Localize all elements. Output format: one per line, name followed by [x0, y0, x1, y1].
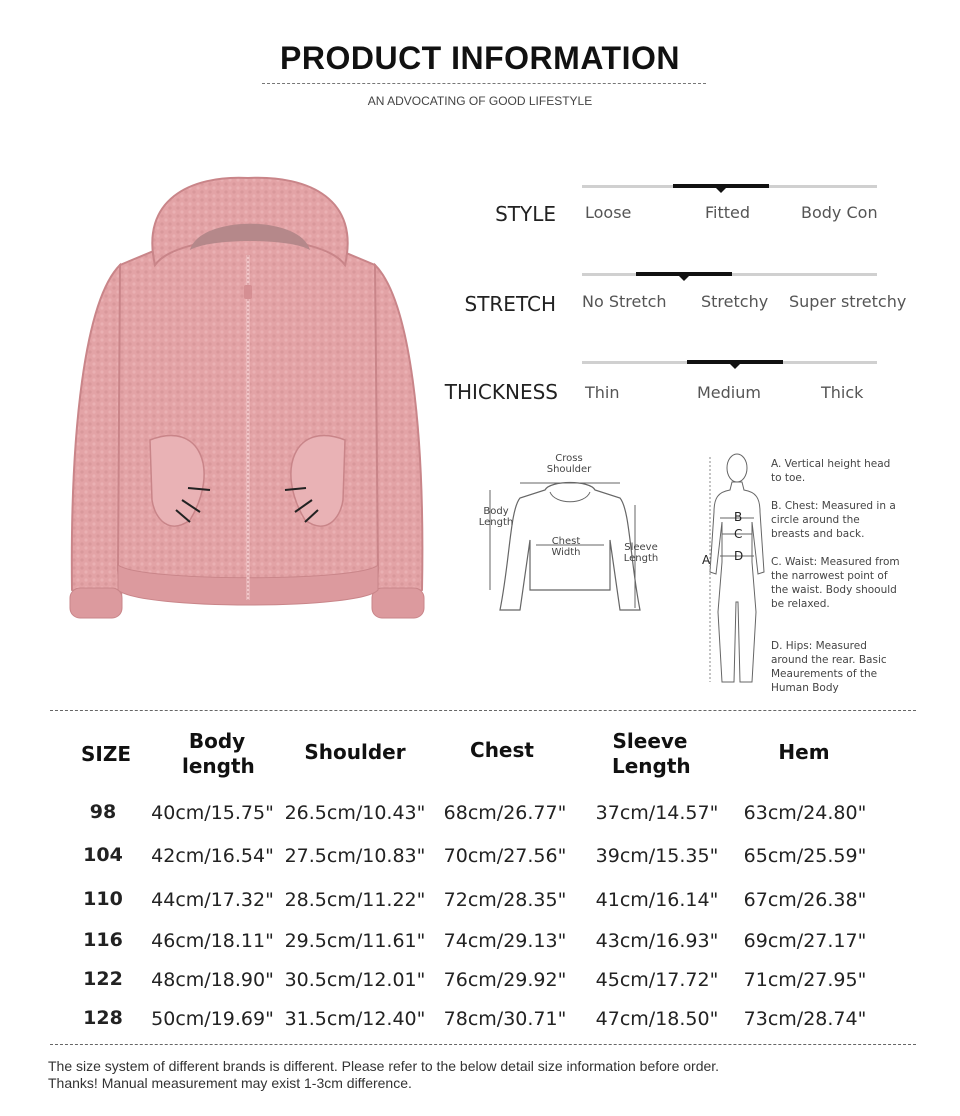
style-option-fitted: Fitted	[705, 203, 751, 222]
col-header-shoulder: Shoulder	[304, 740, 406, 764]
table-cell: 65cm/25.59"	[743, 845, 867, 867]
section-divider	[50, 710, 916, 711]
body-length-label: Body Length	[478, 506, 514, 528]
thickness-option-medium: Medium	[697, 383, 761, 402]
table-cell: 43cm/16.93"	[595, 930, 719, 952]
body-mark-b: B	[734, 510, 743, 524]
style-option-loose: Loose	[585, 203, 632, 222]
table-cell: 37cm/14.57"	[595, 802, 719, 824]
table-cell: 69cm/27.17"	[743, 930, 867, 952]
table-cell: 72cm/28.35"	[443, 889, 567, 911]
col-header-size: SIZE	[80, 742, 131, 766]
table-cell: 70cm/27.56"	[443, 845, 567, 867]
cross-shoulder-label: Cross Shoulder	[546, 453, 592, 475]
footer-note-2: Thanks! Manual measurement may exist 1-3cm difference.	[48, 1075, 412, 1091]
stretch-option-super: Super stretchy	[789, 292, 907, 311]
thickness-marker-icon	[729, 363, 741, 369]
table-cell: 31.5cm/12.40"	[284, 1008, 426, 1030]
body-mark-c: C	[734, 527, 743, 541]
table-cell: 68cm/26.77"	[443, 802, 567, 824]
table-cell: 63cm/24.80"	[743, 802, 867, 824]
stretch-option-stretchy: Stretchy	[701, 292, 769, 311]
table-cell: 27.5cm/10.83"	[284, 845, 426, 867]
table-cell: 29.5cm/11.61"	[284, 930, 426, 952]
page-subtitle: AN ADVOCATING OF GOOD LIFESTYLE	[367, 94, 593, 108]
table-cell: 46cm/18.11"	[151, 930, 274, 952]
thickness-option-thin: Thin	[585, 383, 620, 402]
stretch-label: STRETCH	[464, 292, 556, 316]
style-label: STYLE	[495, 202, 556, 226]
chest-width-label: Chest Width	[551, 536, 581, 558]
table-cell: 71cm/27.95"	[743, 969, 867, 991]
table-cell: 73cm/28.74"	[743, 1008, 867, 1030]
size-value: 110	[83, 888, 123, 910]
note-waist: C. Waist: Measured from the narrowest point of the waist. Body shoould be relaxed.	[771, 556, 900, 610]
table-cell: 40cm/15.75"	[151, 802, 274, 824]
table-cell: 67cm/26.38"	[743, 889, 867, 911]
human-body-diagram	[700, 452, 770, 687]
table-cell: 47cm/18.50"	[595, 1008, 719, 1030]
table-cell: 78cm/30.71"	[443, 1008, 567, 1030]
table-cell: 41cm/16.14"	[595, 889, 719, 911]
col-header-hem: Hem	[778, 740, 830, 764]
note-height: A. Vertical height head to toe.	[771, 458, 891, 484]
table-cell: 76cm/29.92"	[443, 969, 567, 991]
note-hips: D. Hips: Measured around the rear. Basic Meaurements of the Human Body	[771, 640, 887, 694]
table-cell: 42cm/16.54"	[151, 845, 274, 867]
size-value: 116	[83, 929, 123, 951]
stretch-option-none: No Stretch	[582, 292, 667, 311]
thickness-label: THICKNESS	[444, 380, 558, 404]
body-mark-d: D	[734, 549, 744, 563]
size-value: 122	[83, 968, 123, 990]
table-cell: 74cm/29.13"	[443, 930, 567, 952]
footer-divider	[50, 1044, 916, 1045]
table-cell: 45cm/17.72"	[595, 969, 719, 991]
style-option-bodycon: Body Con	[801, 203, 878, 222]
sleeve-length-label: Sleeve Length	[623, 542, 659, 564]
footer-note-1: The size system of different brands is different. Please refer to the below detail size information before order.	[48, 1058, 720, 1074]
table-cell: 39cm/15.35"	[595, 845, 719, 867]
table-cell: 26.5cm/10.43"	[284, 802, 426, 824]
col-header-sleeve-length: Sleeve Length	[612, 729, 691, 778]
size-value: 128	[83, 1007, 123, 1029]
title-divider	[262, 83, 706, 84]
table-cell: 44cm/17.32"	[151, 889, 274, 911]
table-cell: 48cm/18.90"	[151, 969, 274, 991]
thickness-option-thick: Thick	[821, 383, 864, 402]
table-cell: 30.5cm/12.01"	[284, 969, 426, 991]
style-marker-icon	[715, 187, 727, 193]
body-mark-a: A	[702, 553, 711, 567]
table-cell: 28.5cm/11.22"	[284, 889, 426, 911]
col-header-body-length: Body length	[182, 729, 255, 778]
page-title: PRODUCT INFORMATION	[280, 40, 680, 76]
size-value: 98	[89, 801, 117, 823]
col-header-chest: Chest	[470, 738, 534, 762]
stretch-marker-icon	[678, 275, 690, 281]
table-cell: 50cm/19.69"	[151, 1008, 274, 1030]
note-chest: B. Chest: Measured in a circle around the breasts and back.	[771, 500, 896, 540]
size-value: 104	[83, 844, 123, 866]
garment-measurement-diagram	[470, 450, 670, 620]
